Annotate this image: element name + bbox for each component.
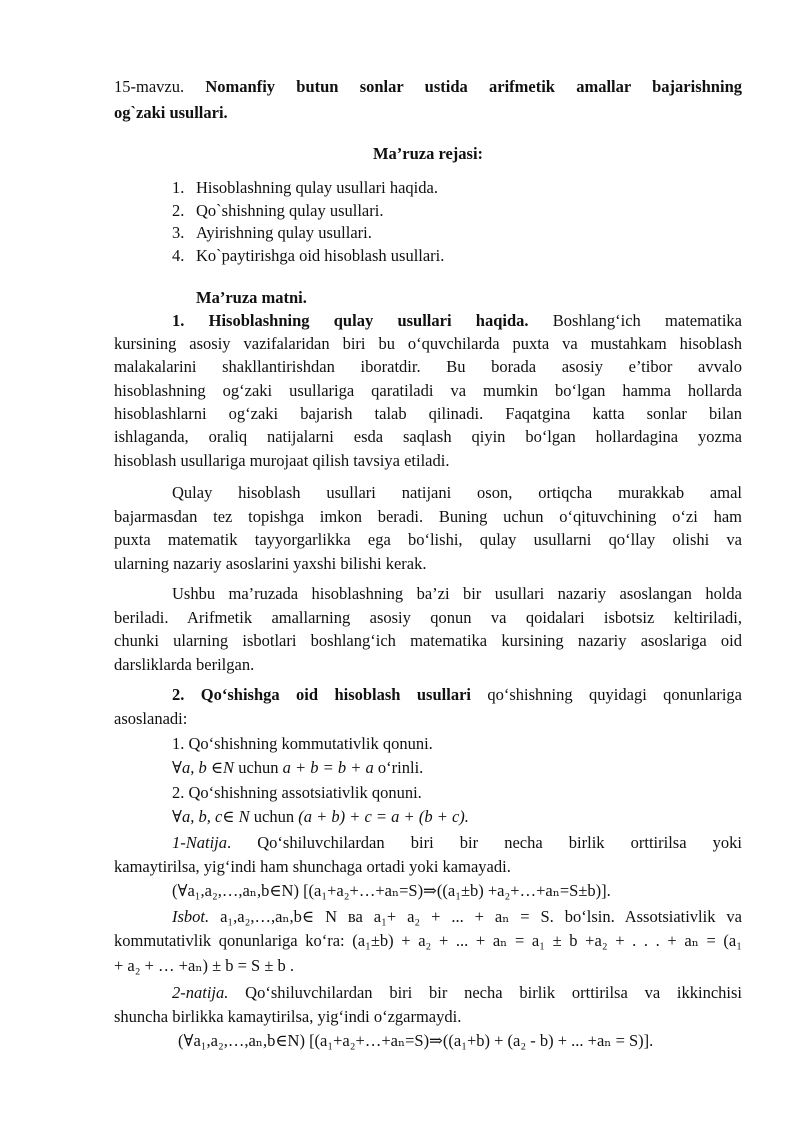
corollary-2-label: 2-natija. (172, 983, 229, 1002)
paragraph-line: Ushbu ma’ruzada hisoblashning ba’zi bir usullari nazariy asoslangan holda (172, 584, 742, 603)
lecture-text-heading: Ma’ruza matni. (196, 288, 307, 307)
section-2-heading: 2. Qo‘shishga oid hisoblash usullari (172, 685, 471, 704)
paragraph-line: darsliklarda berilgan. (114, 655, 255, 674)
paragraph-line: bajarmasdan tez topishga imkon beradi. Buning uchun o‘qituvchining o‘zi ham (114, 507, 742, 526)
corollary-2-first-line: 2-natija. Qo‘shiluvchilardan biri bir necha birlik orttirilsa va ikkinchisi (172, 983, 743, 1002)
law-1-title: 1. Qo‘shishning kommutativlik qonuni. (172, 734, 433, 753)
paragraph-line: ishlaganda, oraliq natijalarni esda saqlash qiyin bo‘lgan hollardagina yozma (114, 427, 742, 446)
topic-title-line-1 (114, 76, 742, 98)
paragraph-line: kommutativlik qonunlariga ko‘ra: (a₁±b) + a₂ + ... + aₙ = a₁ ± b +a₂ + . . . + aₙ = (a₁ (114, 931, 742, 950)
proof-first-line: Isbot. a₁,a₂,…,aₙ,b∈ N ва a₁+ a₂ + ... + aₙ = S. bo‘lsin. Assotsiativlik va (172, 907, 742, 926)
paragraph-line: hisoblashlarni og‘zaki bajarish talab qilinadi. Faqatgina katta sonlar bilan (114, 404, 742, 423)
section-1-heading: 1. Hisoblashning qulay usullari haqida. (172, 311, 529, 330)
section-1-first-line: 1. Hisoblashning qulay usullari haqida. Boshlang‘ich matematika (172, 311, 742, 330)
paragraph-line: ularning nazariy asoslarini yaxshi bilishi kerak. (114, 554, 427, 573)
paragraph-line: Qulay hisoblash usullari natijani oson, ortiqcha murakkab amal (172, 483, 742, 502)
paragraph-line: asoslanadi: (114, 709, 188, 728)
paragraph-line: puxta matematik tayyorgarlikka ega bo‘lishi, qulay usullarni qo‘llay olishi va (114, 530, 742, 549)
law-2-title: 2. Qo‘shishning assotsiativlik qonuni. (172, 783, 422, 802)
plan-item: 1. Hisoblashning qulay usullari haqida. (172, 178, 438, 197)
proof-label: Isbot. (172, 907, 210, 926)
paragraph-line: shuncha birlikka kamaytirilsa, yig‘indi o‘zgarmaydi. (114, 1007, 462, 1026)
corollary-1-formula: (∀a₁,a₂,…,aₙ,b∈N) [(a₁+a₂+…+aₙ=S)⇒((a₁±b) +a₂+…+aₙ=S±b)]. (172, 881, 611, 900)
paragraph-line: + a₂ + … +aₙ) ± b = S ± b . (114, 956, 295, 975)
corollary-1-first-line: 1-Natija. Qo‘shiluvchilardan biri bir necha birlik orttirilsa yoki (172, 833, 742, 852)
paragraph-line: malakalarini shakllantirishdan iboratdir. Bu borada asosiy e’tibor avvalo (114, 357, 742, 376)
paragraph-line: hisoblash usullariga murojaat qilish tavsiya etiladi. (114, 451, 450, 470)
paragraph-line: hisoblashning og‘zaki usullariga qaratiladi va mumkin bo‘lgan hamma hollarda (114, 381, 742, 400)
paragraph-line: kursining asosiy vazifalaridan biri bu o‘quvchilarda puxta va mustahkam hisoblash (114, 334, 742, 353)
plan-heading: Ma’ruza rejasi: (372, 144, 484, 163)
paragraph-line: chunki ularning isbotlari boshlang‘ich matematika kursining nazariy asoslariga oid (114, 631, 742, 650)
law-1-formula: ∀a, b ∈N uchun a + b = b + a o‘rinli. (172, 758, 424, 777)
topic-title-line-2: og`zaki usullari. (114, 103, 228, 122)
plan-item: 3. Ayirishning qulay usullari. (172, 223, 372, 242)
topic-title: Nomanfiy butun sonlar ustida arifmetik amallar bajarishning (205, 77, 742, 96)
section-2-first-line: 2. Qo‘shishga oid hisoblash usullari qo‘shishning quyidagi qonunlariga (172, 685, 742, 704)
plan-item: 4. Ko`paytirishga oid hisoblash usullari. (172, 246, 445, 265)
topic-prefix: 15-mavzu. (114, 77, 185, 96)
corollary-1-label: 1-Natija (172, 833, 228, 852)
corollary-2-formula: (∀a₁,a₂,…,aₙ,b∈N) [(a₁+a₂+…+aₙ=S)⇒((a₁+b) + (a₂ - b) + ... +aₙ = S)]. (178, 1031, 654, 1050)
paragraph-line: kamaytirilsa, yig‘indi ham shunchaga ortadi yoki kamayadi. (114, 857, 511, 876)
plan-item: 2. Qo`shishning qulay usullari. (172, 201, 384, 220)
paragraph-line: beriladi. Arifmetik amallarning asosiy qonun va qoidalari isbotsiz keltiriladi, (114, 608, 742, 627)
law-2-formula: ∀a, b, c∈ N uchun (a + b) + c = a + (b + c). (172, 807, 469, 826)
